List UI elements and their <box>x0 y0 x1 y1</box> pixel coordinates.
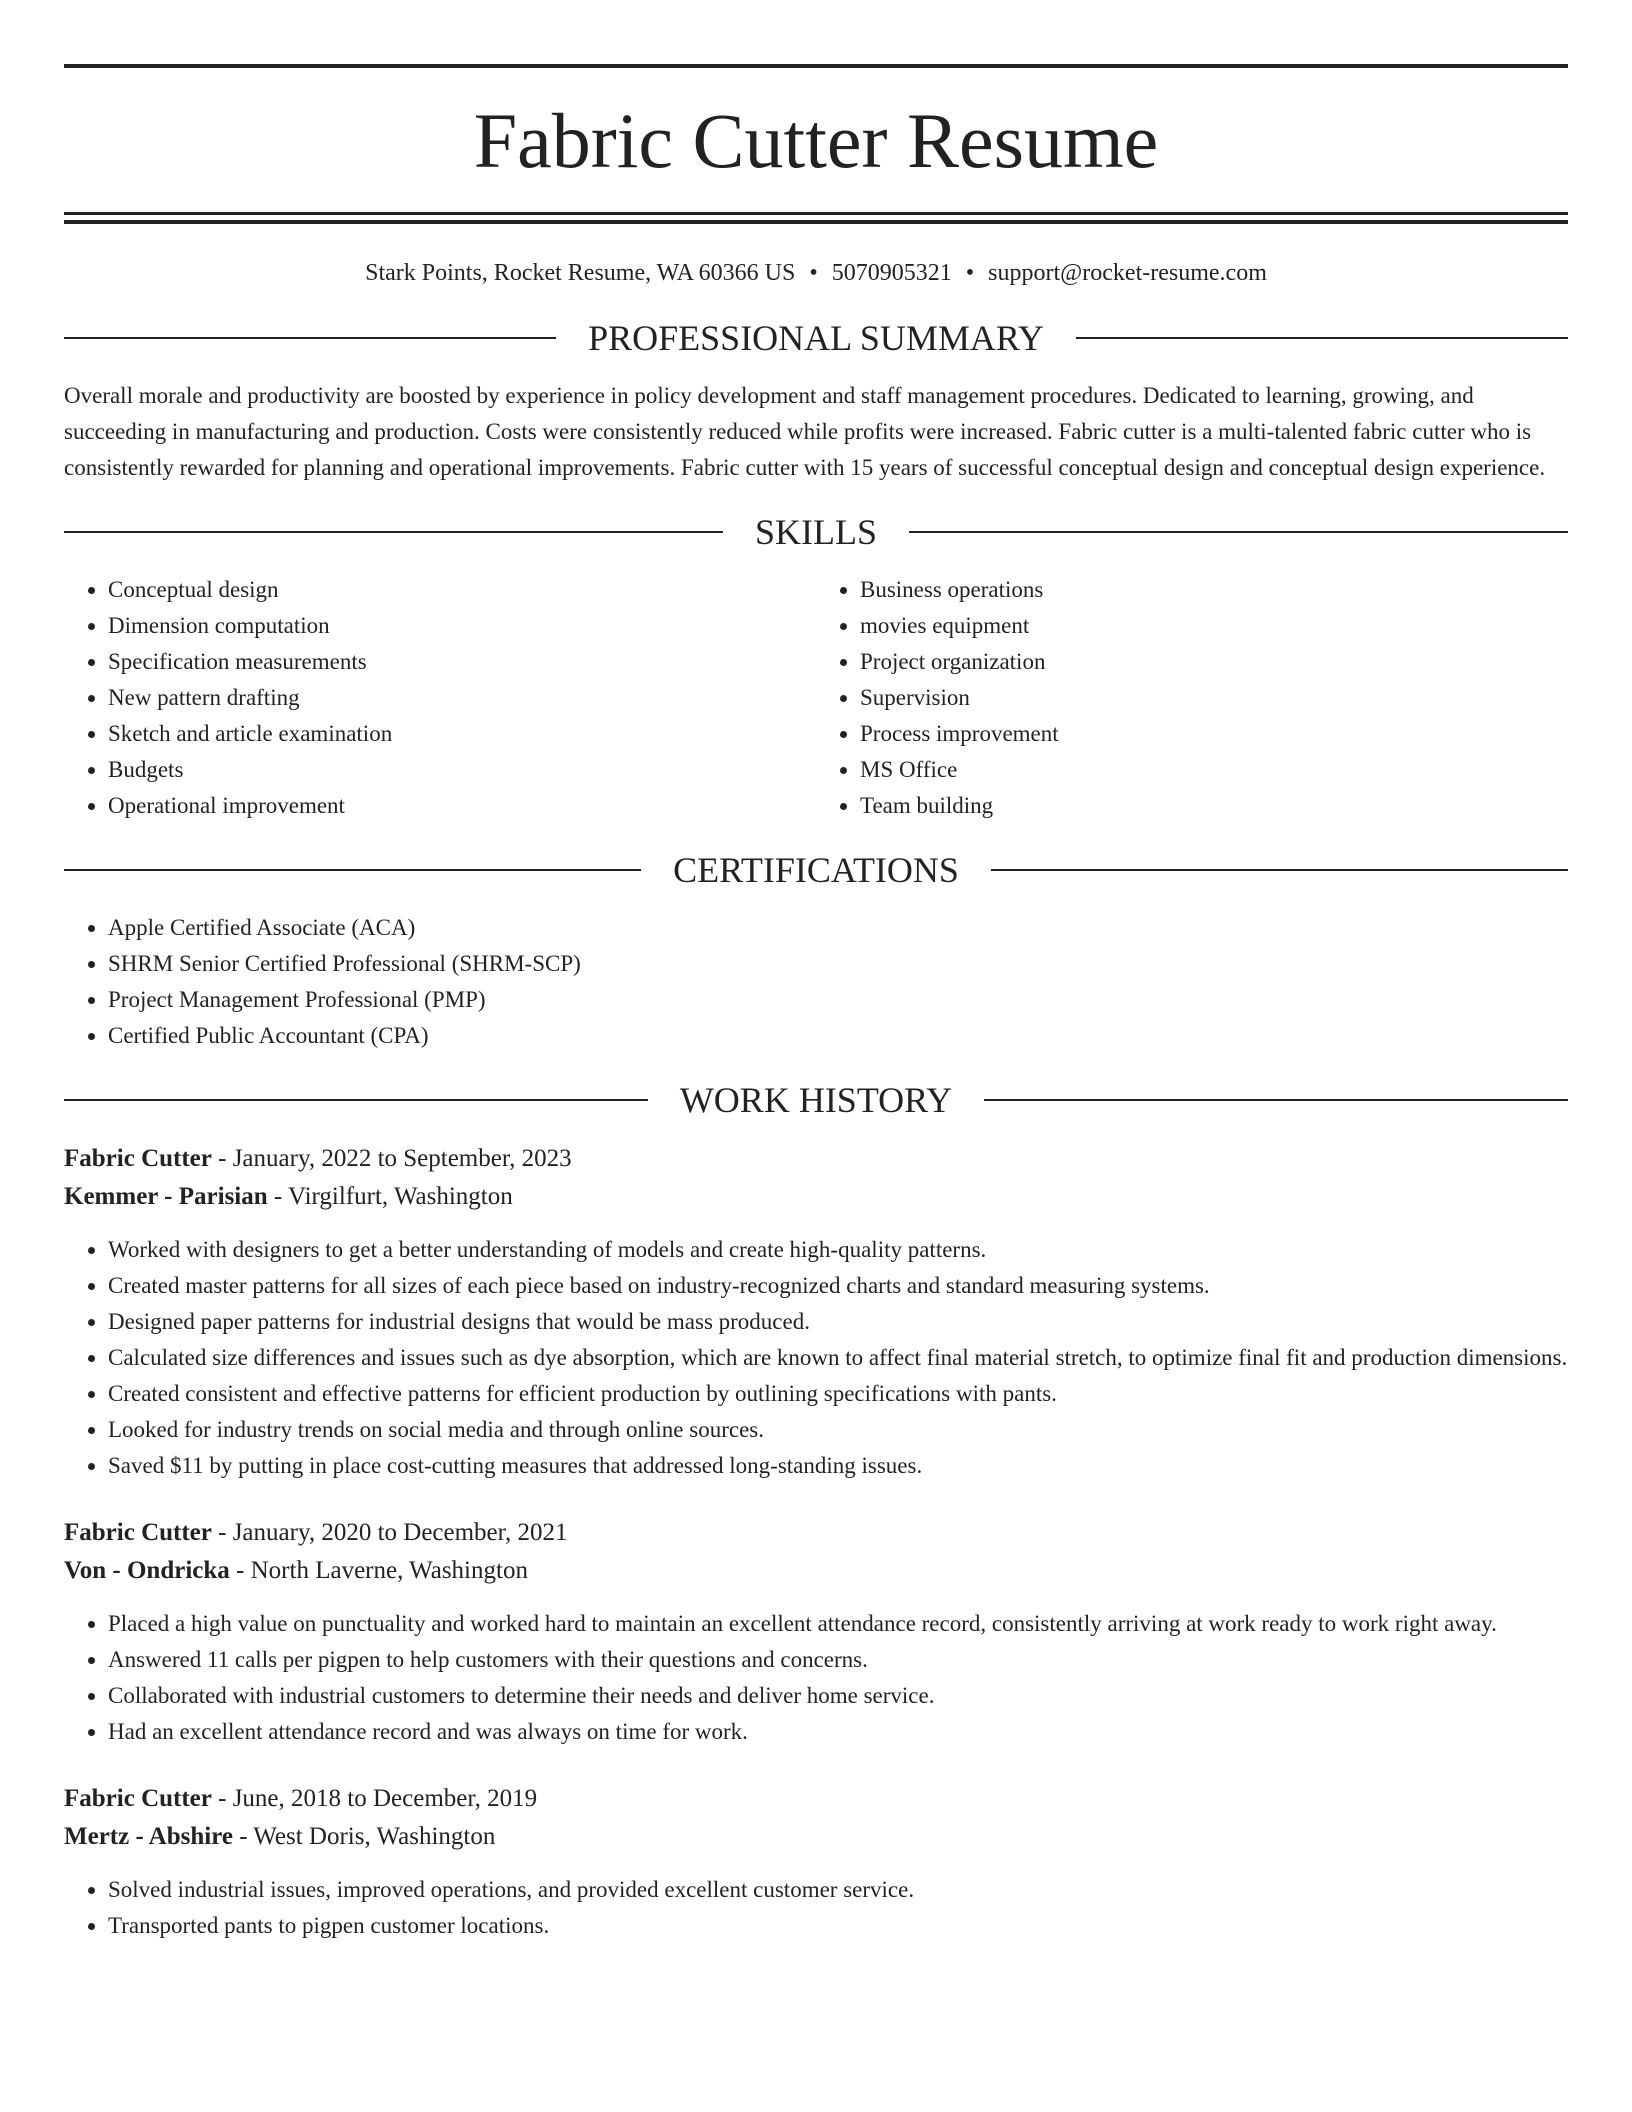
job-dates: - January, 2020 to December, 2021 <box>211 1519 568 1546</box>
skill-item: • Dimension computation <box>108 608 816 644</box>
job-duty-item: • Collaborated with industrial customers to determine their needs and deliver home service. <box>108 1678 1568 1714</box>
job-duty-item: • Answered 11 calls per pigpen to help customers with their questions and concerns. <box>108 1642 1568 1678</box>
title-double-rule <box>64 212 1568 224</box>
skill-item: • Business operations <box>860 572 1568 608</box>
skills-heading-label: SKILLS <box>755 512 878 552</box>
contact-line <box>64 258 1568 288</box>
job-title: Fabric Cutter <box>64 1145 212 1172</box>
job-title-line <box>64 1140 1568 1178</box>
job-duty-item: • Had an excellent attendance record and was always on time for work. <box>108 1714 1568 1750</box>
skills-heading <box>64 510 1568 554</box>
job-duty-item: • Saved $11 by putting in place cost-cutting measures that addressed long-standing issues. <box>108 1448 1568 1484</box>
job-duties-list <box>64 1872 1568 1944</box>
skill-item: • Operational improvement <box>108 788 816 824</box>
job-duty-item: • Calculated size differences and issues such as dye absorption, which are known to affect final material stretch, to optimize final fit and production dimensions. <box>108 1340 1568 1376</box>
skill-item: • Project organization <box>860 644 1568 680</box>
skills-left-list <box>64 572 816 824</box>
certification-item: • Certified Public Accountant (CPA) <box>108 1018 1568 1054</box>
work-heading <box>64 1078 1568 1122</box>
job-title-line <box>64 1514 1568 1552</box>
certifications-heading-label: CERTIFICATIONS <box>673 850 959 890</box>
job-company: Von - Ondricka <box>64 1557 230 1584</box>
job-title: Fabric Cutter <box>64 1519 212 1546</box>
skill-item: • MS Office <box>860 752 1568 788</box>
job-company-line <box>64 1818 1568 1856</box>
skill-item: • movies equipment <box>860 608 1568 644</box>
resume-page <box>64 64 1568 1944</box>
skill-item: • Team building <box>860 788 1568 824</box>
skill-item: • Conceptual design <box>108 572 816 608</box>
skill-item: • New pattern drafting <box>108 680 816 716</box>
summary-heading <box>64 316 1568 360</box>
job-location: - North Laverne, Washington <box>229 1557 528 1584</box>
skills-right-list <box>816 572 1568 824</box>
skill-item: • Sketch and article examination <box>108 716 816 752</box>
skills-columns <box>64 572 1568 824</box>
contact-address: Stark Points, Rocket Resume, WA 60366 US <box>365 260 796 286</box>
skill-item: • Process improvement <box>860 716 1568 752</box>
certifications-heading <box>64 848 1568 892</box>
job-title: Fabric Cutter <box>64 1785 212 1812</box>
resume-title: Fabric Cutter Resume <box>473 97 1159 184</box>
certification-item: • SHRM Senior Certified Professional (SHRM-SCP) <box>108 946 1568 982</box>
job-duty-item: • Transported pants to pigpen customer locations. <box>108 1908 1568 1944</box>
summary-heading-label: PROFESSIONAL SUMMARY <box>588 318 1044 358</box>
job-duty-item: • Looked for industry trends on social media and through online sources. <box>108 1412 1568 1448</box>
job-company-line <box>64 1178 1568 1216</box>
skill-item: • Specification measurements <box>108 644 816 680</box>
heading-rule <box>1076 337 1568 339</box>
job-company: Kemmer - Parisian <box>64 1183 268 1210</box>
certification-item: • Project Management Professional (PMP) <box>108 982 1568 1018</box>
heading-rule <box>984 1099 1568 1101</box>
heading-rule <box>909 531 1568 533</box>
job-dates: - January, 2022 to September, 2023 <box>211 1145 572 1172</box>
certification-item: • Apple Certified Associate (ACA) <box>108 910 1568 946</box>
job-duty-item: • Placed a high value on punctuality and worked hard to maintain an excellent attendance record, consistently arriving at work ready to work right away. <box>108 1606 1568 1642</box>
job-duty-item: • Created master patterns for all sizes of each piece based on industry-recognized charts and standard measuring systems. <box>108 1268 1568 1304</box>
job-entry <box>64 1780 1568 1944</box>
job-duties-list <box>64 1232 1568 1484</box>
work-history <box>64 1140 1568 1944</box>
heading-rule <box>64 1099 648 1101</box>
job-duty-item: • Worked with designers to get a better understanding of models and create high-quality patterns. <box>108 1232 1568 1268</box>
job-entry <box>64 1140 1568 1484</box>
top-rule <box>64 64 1568 68</box>
summary-text: Overall morale and productivity are boosted by experience in policy development and staff management procedures. Dedicated to learning, growing, and succeeding in manufacturing and production. Costs were consistently reduced while profits were increased. Fabric cutter is a multi-talented fabric cutter who is consistently rewarded for planning and operational improvements. Fabric cutter with 15 years of successful conceptual design and conceptual design experience. <box>64 383 1546 480</box>
job-duty-item: • Solved industrial issues, improved operations, and provided excellent customer service. <box>108 1872 1568 1908</box>
skill-item: • Budgets <box>108 752 816 788</box>
job-duties-list <box>64 1606 1568 1750</box>
work-heading-label: WORK HISTORY <box>679 1080 953 1120</box>
heading-rule <box>64 337 556 339</box>
heading-rule <box>991 869 1568 871</box>
skill-item: • Supervision <box>860 680 1568 716</box>
job-location: - Virgilfurt, Washington <box>267 1183 513 1210</box>
job-dates: - June, 2018 to December, 2019 <box>211 1785 538 1812</box>
job-company-line <box>64 1552 1568 1590</box>
job-duty-item: • Designed paper patterns for industrial designs that would be mass produced. <box>108 1304 1568 1340</box>
contact-separator: • <box>965 260 975 286</box>
job-location: - West Doris, Washington <box>232 1823 496 1850</box>
job-duty-item: • Created consistent and effective patterns for efficient production by outlining specifications with pants. <box>108 1376 1568 1412</box>
job-entry <box>64 1514 1568 1750</box>
contact-email: support@rocket-resume.com <box>988 260 1267 286</box>
heading-rule <box>64 869 641 871</box>
certifications-list <box>64 910 1568 1054</box>
contact-phone: 5070905321 <box>831 260 952 286</box>
job-company: Mertz - Abshire <box>64 1823 233 1850</box>
heading-rule <box>64 531 723 533</box>
job-title-line <box>64 1780 1568 1818</box>
contact-separator: • <box>809 260 818 286</box>
